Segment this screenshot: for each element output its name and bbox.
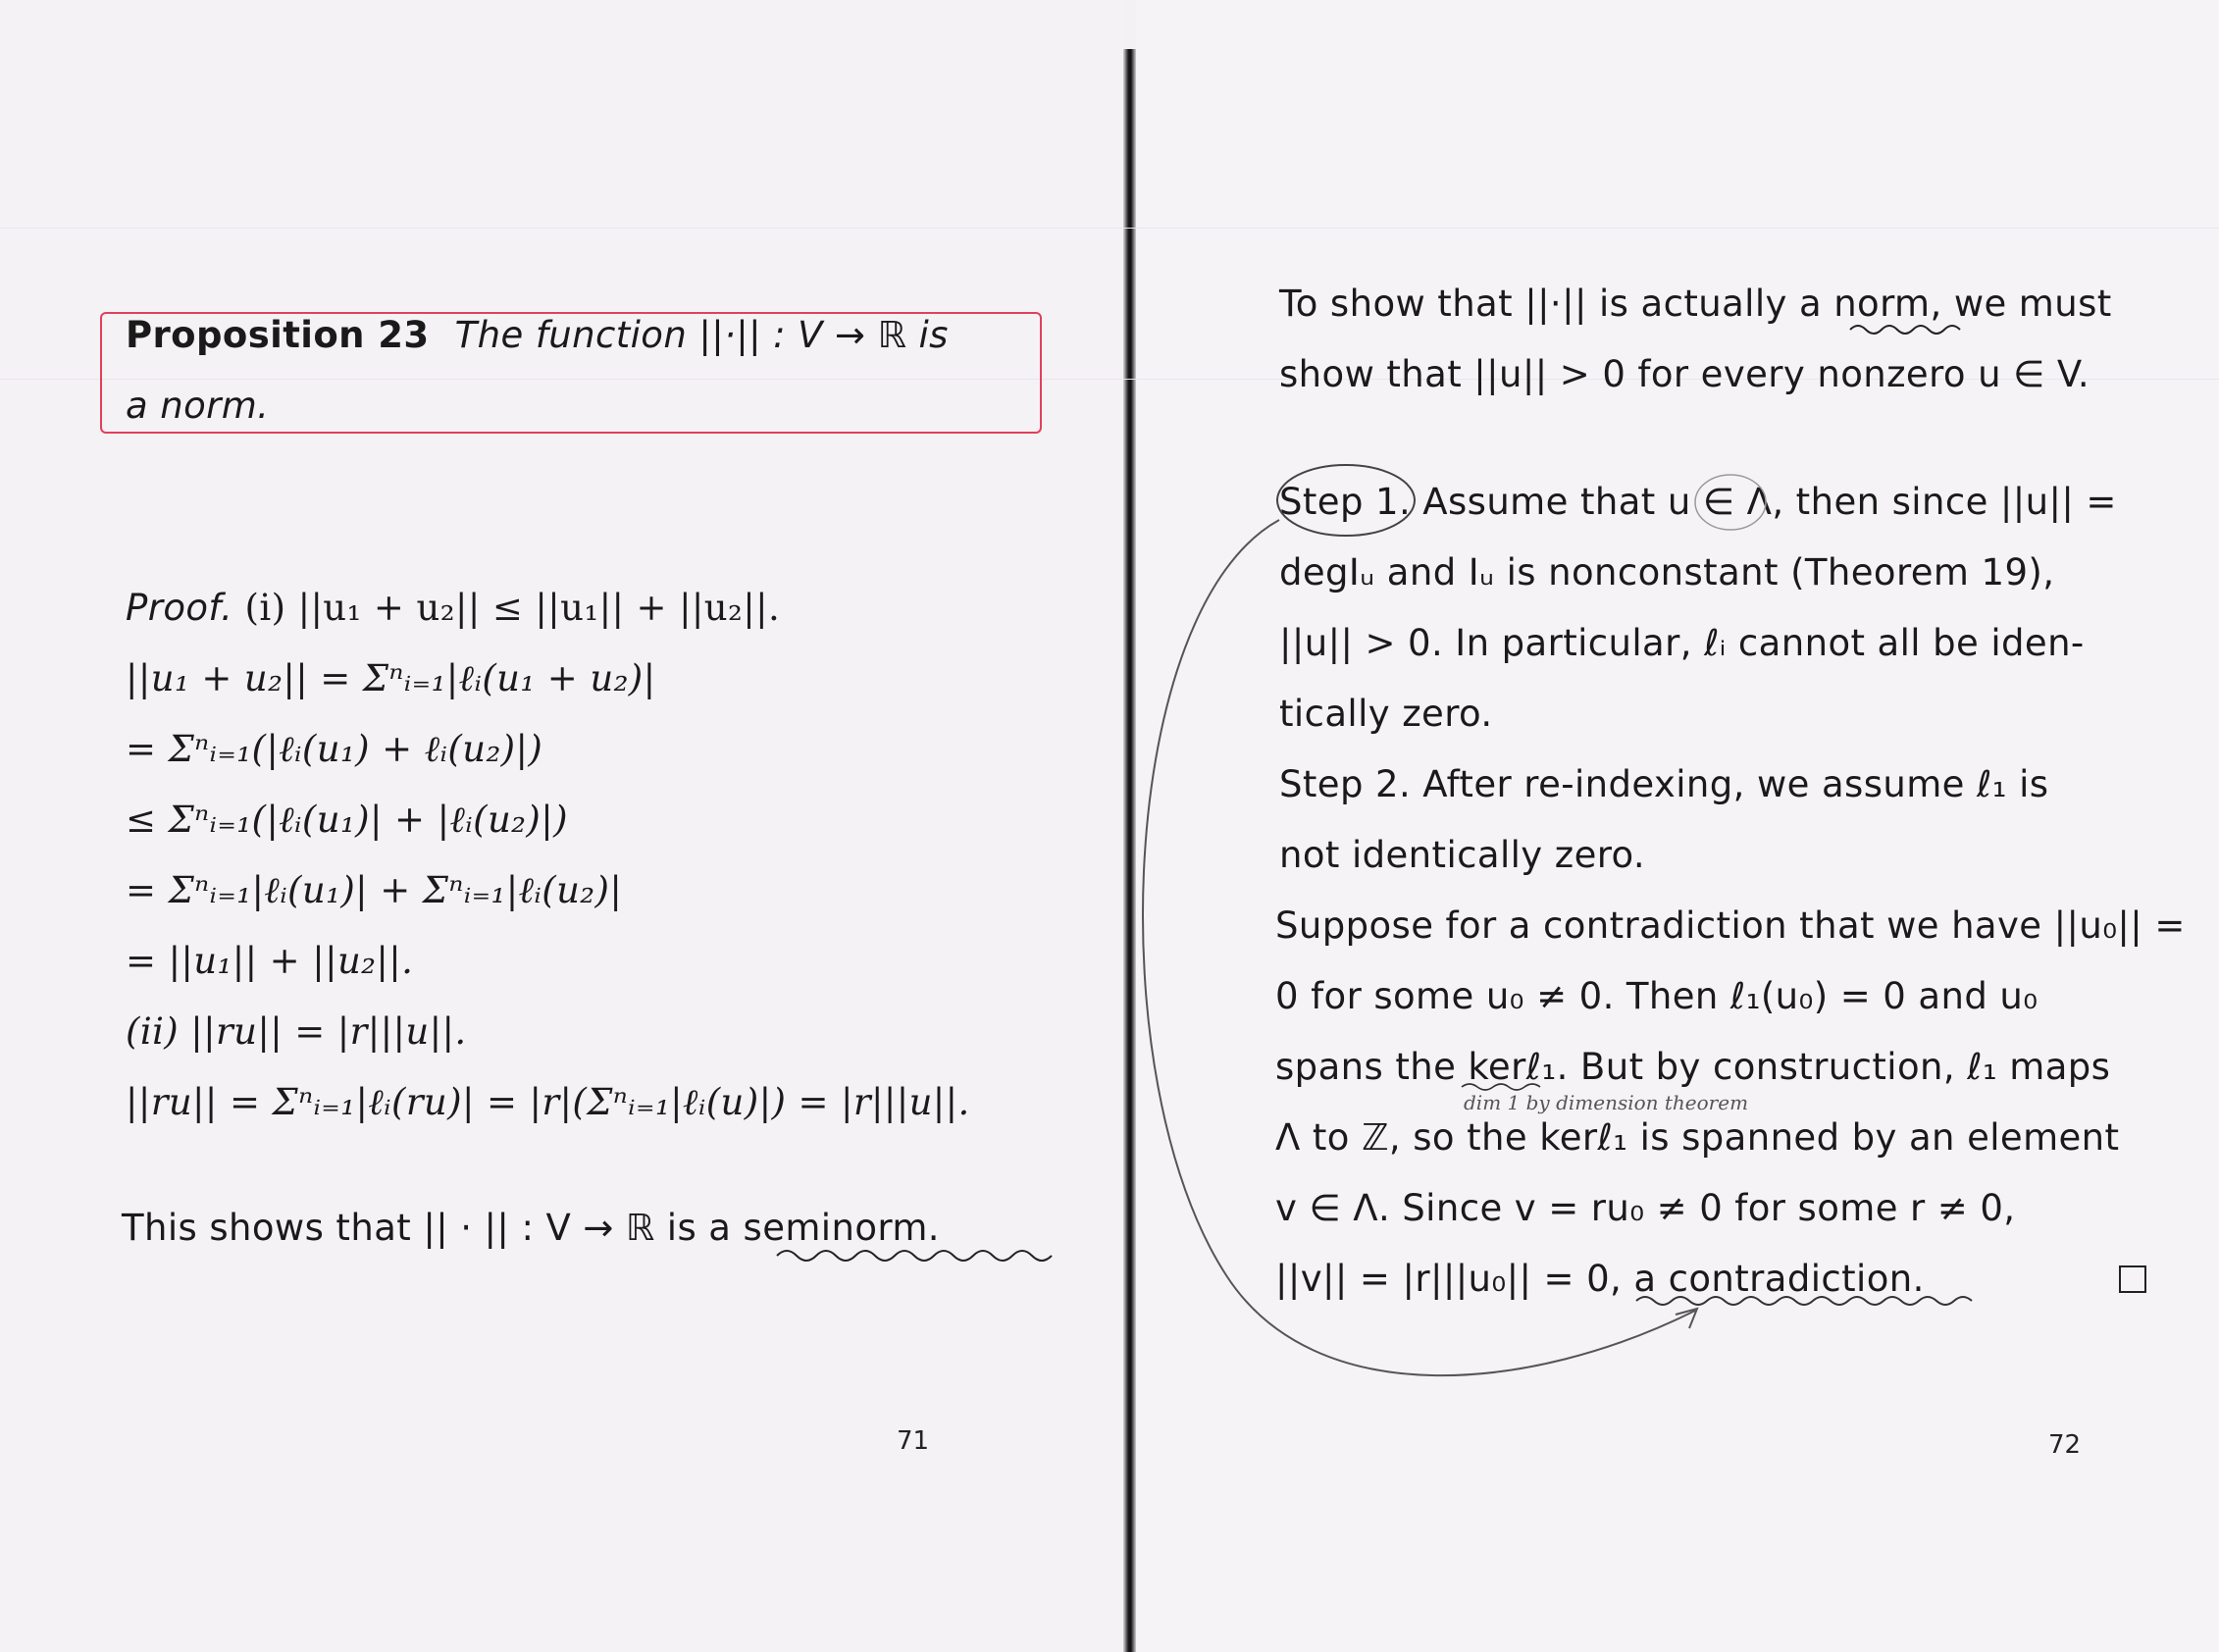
text-line: ||v|| = |r|||u₀|| = 0, a contradiction.: [1275, 1258, 1925, 1300]
text-line: spans the kerℓ₁. But by construction, ℓ₁ maps: [1275, 1046, 2111, 1088]
proposition-label: Proposition 23: [126, 314, 430, 356]
text-line: 0 for some u₀ ≠ 0. Then ℓ₁(u₀) = 0 and u₀: [1275, 975, 2038, 1017]
right-page: [1136, 0, 2219, 1652]
proof-step-text: (i) ||u₁ + u₂|| ≤ ||u₁|| + ||u₂||.: [244, 587, 781, 629]
proof-line: = Σⁿᵢ₌₁|ℓᵢ(u₁)| + Σⁿᵢ₌₁|ℓᵢ(u₂)|: [126, 869, 623, 911]
text-line: tically zero.: [1279, 693, 1493, 735]
page-number-left: 71: [897, 1426, 930, 1456]
faint-rule: [0, 228, 2219, 229]
proof-line: ||u₁ + u₂|| = Σⁿᵢ₌₁|ℓᵢ(u₁ + u₂)|: [126, 657, 656, 699]
book-gutter: [1123, 49, 1136, 1652]
text-line: Suppose for a contradiction that we have ||u₀|| =: [1275, 904, 2186, 947]
qed-box: [2119, 1265, 2146, 1293]
proof-line: = ||u₁|| + ||u₂||.: [126, 940, 414, 982]
proof-line: = Σⁿᵢ₌₁(|ℓᵢ(u₁) + ℓᵢ(u₂)|): [126, 728, 543, 770]
text-line: not identically zero.: [1279, 834, 1646, 876]
text-line: show that ||u|| > 0 for every nonzero u ∈ V.: [1279, 353, 2090, 395]
text-line: Λ to ℤ, so the kerℓ₁ is spanned by an element: [1275, 1116, 2120, 1159]
conclusion-line: This shows that || · || : V → ℝ is a seminorm.: [122, 1207, 940, 1249]
proof-label: Proof.: [126, 587, 233, 629]
text-line: To show that ||·|| is actually a norm, we must: [1279, 283, 2112, 325]
proof-line: [126, 587, 780, 630]
proposition-text: The function ||·|| : V → ℝ is: [454, 314, 949, 356]
text-line: v ∈ Λ. Since v = ru₀ ≠ 0 for some r ≠ 0,: [1275, 1187, 2016, 1229]
handwritten-note: dim 1 by dimension theorem: [1464, 1091, 1749, 1114]
page-number-right: 72: [2048, 1430, 2082, 1460]
text-line: ||u|| > 0. In particular, ℓᵢ cannot all be iden-: [1279, 622, 2085, 664]
proof-line: (ii) ||ru|| = |r|||u||.: [126, 1010, 467, 1053]
text-line: degIᵤ and Iᵤ is nonconstant (Theorem 19),: [1279, 551, 2055, 594]
proof-line: ||ru|| = Σⁿᵢ₌₁|ℓᵢ(ru)| = |r|(Σⁿᵢ₌₁|ℓᵢ(u)|) = |r|||u||.: [126, 1081, 970, 1123]
proof-line: ≤ Σⁿᵢ₌₁(|ℓᵢ(u₁)| + |ℓᵢ(u₂)|): [126, 799, 568, 841]
proposition-line-2: a norm.: [126, 385, 270, 427]
proposition-line-1: [126, 314, 949, 357]
step-2-line: Step 2. After re-indexing, we assume ℓ₁ is: [1279, 763, 2049, 805]
step-1-line: Step 1. Assume that u ∈ Λ, then since ||u|| =: [1279, 481, 2117, 523]
